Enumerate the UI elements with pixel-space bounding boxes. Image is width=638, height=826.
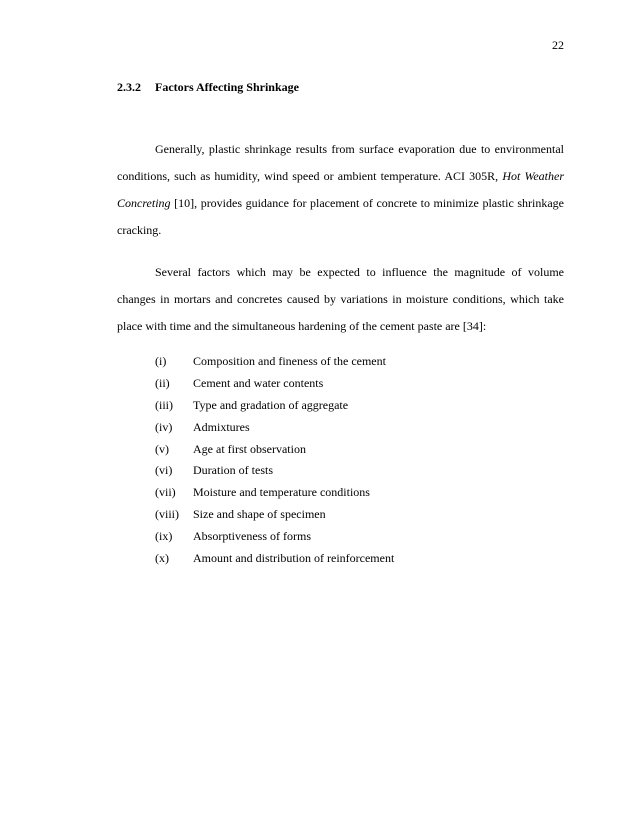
- list-item-text: Amount and distribution of reinforcement: [193, 551, 395, 566]
- paragraph-plastic-shrinkage: [117, 136, 564, 244]
- list-item: [155, 526, 394, 548]
- list-item-text: Type and gradation of aggregate: [193, 397, 349, 412]
- list-item-numeral: (vi): [155, 463, 173, 478]
- list-item: [155, 548, 394, 570]
- paragraph-volume-change-factors: Several factors which may be expected to influence the magnitude of volume changes in mortars and concretes caused by variations in moisture conditions, which take place with time and the simultaneous hardening of the cement paste are [34]:: [117, 265, 564, 333]
- list-item-text: Duration of tests: [193, 463, 273, 478]
- list-item-text: Admixtures: [193, 419, 250, 434]
- list-item-numeral: (viii): [155, 507, 179, 522]
- list-item-numeral: (vii): [155, 485, 176, 500]
- cited-publication-title: Hot Weather Concreting: [117, 169, 564, 210]
- list-item: [155, 460, 394, 482]
- list-item: [155, 439, 394, 461]
- list-item-numeral: (iii): [155, 397, 173, 412]
- list-item-text: Composition and fineness of the cement: [193, 354, 386, 368]
- list-item: [155, 482, 394, 504]
- list-item-numeral: (ix): [155, 529, 173, 544]
- list-item: [155, 395, 394, 417]
- section-number: 2.3.2: [117, 80, 141, 94]
- page-number: 22: [552, 38, 564, 52]
- list-item-text: Moisture and temperature conditions: [193, 485, 370, 500]
- list-item-numeral: (i): [155, 354, 167, 368]
- list-item-numeral: (v): [155, 441, 169, 456]
- paragraph-text-end: [10], provides guidance for placement of concrete to minimize plastic shrinkage cracking.: [117, 196, 564, 237]
- list-item: [155, 373, 394, 395]
- list-item-numeral: (iv): [155, 419, 173, 434]
- list-item-text: Absorptiveness of forms: [193, 529, 311, 544]
- list-item: [155, 417, 394, 439]
- factor-list: [155, 351, 394, 570]
- list-item: [155, 351, 394, 373]
- list-item-text: Age at first observation: [193, 441, 306, 456]
- section-heading: [117, 80, 299, 94]
- paragraph-text-start: Generally, plastic shrinkage results from surface evaporation due to environmental conditions, such as humidity, wind speed or ambient temperature. ACI 305R,: [117, 142, 564, 183]
- list-item-text: Size and shape of specimen: [193, 507, 326, 522]
- list-item: [155, 504, 394, 526]
- list-item-numeral: (x): [155, 551, 169, 566]
- list-item-numeral: (ii): [155, 375, 170, 390]
- section-title: Factors Affecting Shrinkage: [155, 80, 299, 94]
- list-item-text: Cement and water contents: [193, 375, 324, 390]
